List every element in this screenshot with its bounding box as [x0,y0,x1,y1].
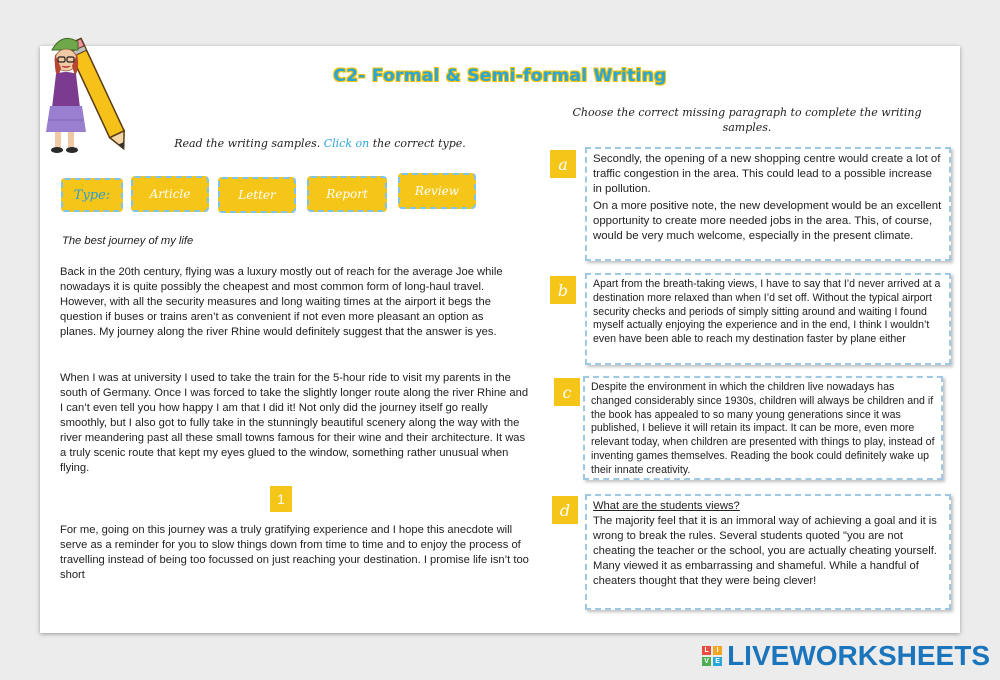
option-card-d[interactable] [585,494,951,610]
type-label-text: Type: [73,187,111,203]
option-b-text: Apart from the breath-taking views, I have to say that I’d never arrived at a destination more relaxed than when I’d set off. Without the typical airport security checks and periods of simply sitting around and waiting I found myself actually enjoying the experience and in the end, I think I wouldn’t even have been able to reach my destination faster by plane either [593,278,941,346]
option-card-b[interactable] [585,273,951,365]
brand-logo-letter-i: I [713,646,722,655]
brand-logo-letter-e: E [713,657,722,666]
type-option-report[interactable]: Report [307,176,387,212]
instruction-left [120,137,520,150]
option-card-a[interactable] [585,147,951,261]
sample-paragraph-3: For me, going on this journey was a truly gratifying experience and I hope this anecdote will serve as a reminder for you to slow things down from time to time and to enjoy the process of travelling instead of being too focussed on just reaching your destination. I promise life isn’t too short [60,524,529,581]
gap-number-box[interactable]: 1 [270,486,292,512]
sample-paragraph-2: When I was at university I used to take the train for the 5-hour ride to visit my parents in the south of Germany. Once I was forced to take the slightly longer route along the river Rhine and I can’t even tell you how happy I am that I did it! Not only did the journey itself go really smoothly, but I also got to fully take in the stunningly beautiful scenery along the way with the river meandering past all these small towns famous for their wine and their architecture. It was a truly scenic route that kept my eyes glued to the window, something rather unusual when flying. [60,372,529,474]
sample-paragraph-1: Back in the 20th century, flying was a luxury mostly out of reach for the average Joe while nowadays it is quite possibly the cheapest and most common form of long-haul travel. However, with all the security measures and long waiting times at the airport it begs the question if buses or trains aren’t as convenient if not even more pleasant an option as planes. My journey along the river Rhine would definitely suggest that the answer is yes. [60,266,503,338]
option-a-paragraph-2: On a more positive note, the new development would be an excellent opportunity to create more needed jobs in the area. This, of course, would be very much welcome, especially in the present climate. [593,200,942,242]
option-letter-c[interactable]: c [554,378,580,406]
option-a-paragraph-1: Secondly, the opening of a new shopping centre would create a lot of traffic congestion in the area. This could lead to a possible increase in pollution. [593,153,941,195]
liveworksheets-brand [702,640,990,672]
page-title: C2- Formal & Semi-formal Writing [333,66,667,86]
option-letter-a[interactable]: a [550,150,576,178]
type-label [61,178,123,212]
brand-logo-icon [702,646,722,666]
brand-logo-letter-v: V [702,657,711,666]
brand-logo-letter-l: L [702,646,711,655]
option-c-text: Despite the environment in which the children live nowadays has changed considerably since 1930s, children will always be children and if the book has appealed to so many young generations since it was published, I believe it will retain its impact. It can be more, even more relevant today, when children are presented with things to play, instead of inventing games themselves. Reading the book could definitely wake up their innate creativity. [591,381,935,476]
option-d-text: The majority feel that it is an immoral way of achieving a goal and it is wrong to break the rules. Several students quoted "you are not cheating the teacher or the school, you are actually cheating yourself. Many viewed it as embarrassing and shameful. While a handful of cheaters thought that they were being clever! [593,515,937,587]
option-letter-b[interactable]: b [550,276,576,304]
type-option-letter[interactable]: Letter [218,177,296,213]
instruction-right: Choose the correct missing paragraph to complete the writing samples. [572,106,922,134]
type-option-article[interactable]: Article [131,176,209,212]
sample-title: The best journey of my life [62,235,194,247]
type-option-review[interactable]: Review [398,173,476,209]
instruction-left-before: Read the writing samples. [174,137,324,150]
option-card-c[interactable] [583,376,943,480]
instruction-left-link: Click on [323,137,370,150]
brand-name: LIVEWORKSHEETS [727,640,990,671]
option-letter-d[interactable]: d [552,496,578,524]
instruction-left-after: the correct type. [369,137,466,150]
option-d-heading: What are the students views? [593,500,740,512]
